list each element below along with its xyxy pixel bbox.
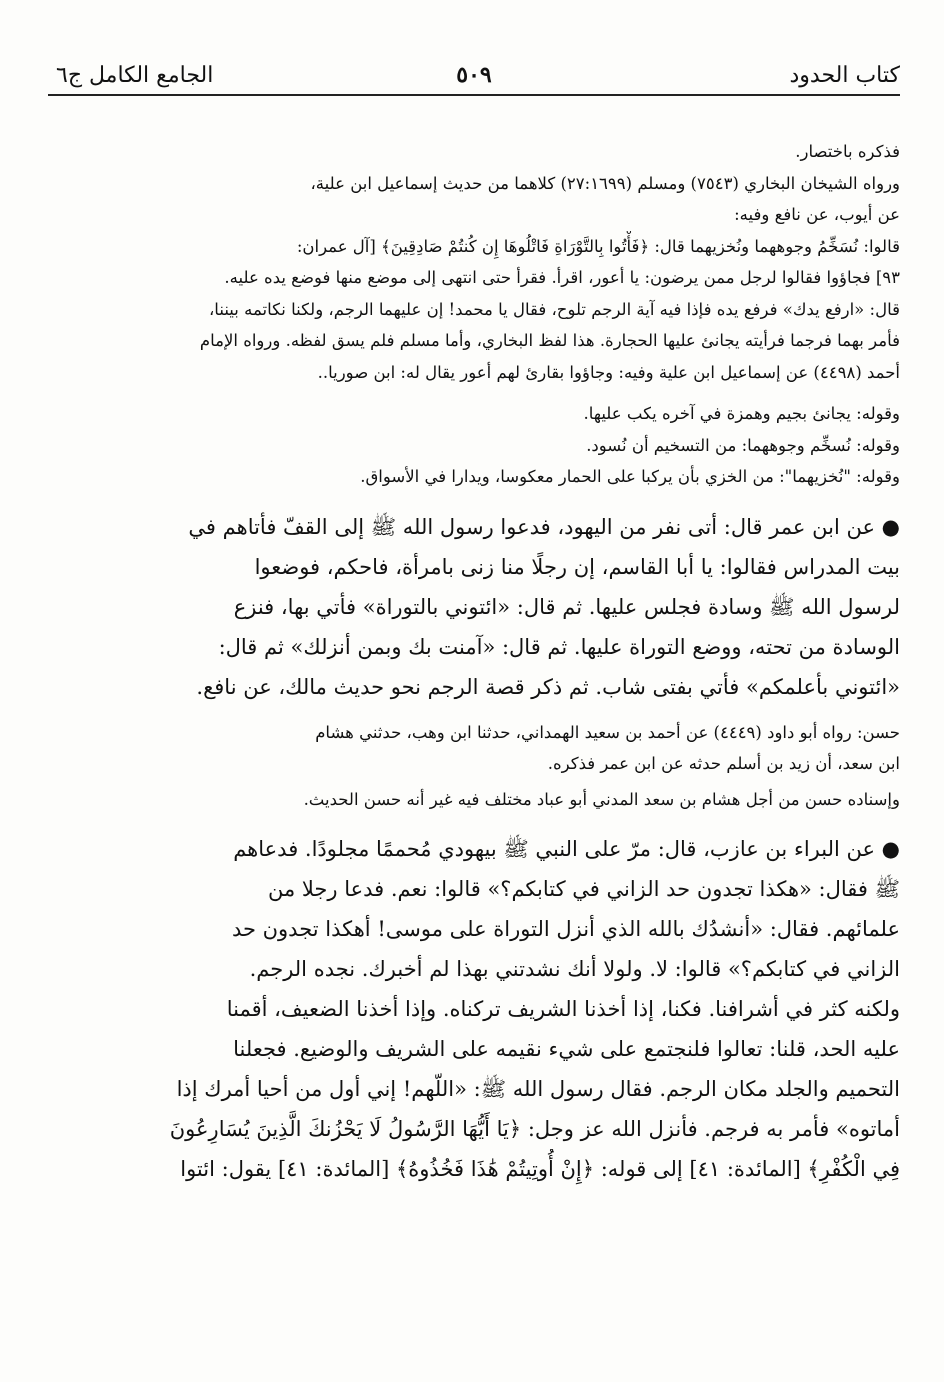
hadith-line: علمائهم. فقال: «أنشدُك بالله الذي أنزل التوراة على موسى! أهكذا تجدون حد [231, 917, 900, 941]
text-line: حسن: رواه أبو داود (٤٤٤٩) عن أحمد بن سعيد الهمداني، حدثنا ابن وهب، حدثني هشام [315, 722, 900, 742]
hadith-line: الوسادة من تحته، ووضع التوراة عليها. ثم قال: «آمنت بك وبمن أنزلك» ثم قال: [218, 634, 900, 659]
page-number: ٥٠٩ [456, 62, 492, 88]
text-line: قالوا: نُسَخِّمُ وجوههما ونُخزيهما قال: ﴿فَأْتُوا بِالتَّوْرَاةِ فَاتْلُوهَا إِن كُنتُمْ صَادِقِينَ﴾ [آل عمران: [296, 236, 900, 256]
hadith-line: أماتوه» فأمر به فرجم. فأنزل الله عز وجل: ﴿يَا أَيُّهَا الرَّسُولُ لَا يَحْزُنكَ الَّذِينَ يُسَارِعُونَ [169, 1117, 900, 1141]
takhrij-block-2 [48, 717, 900, 816]
takhrij-block-1 [48, 136, 900, 388]
text-line: عن أيوب، عن نافع وفيه: [734, 205, 900, 224]
gloss-block [48, 398, 900, 493]
hadith-line: التحميم والجلد مكان الرجم. فقال رسول الله ﷺ: «اللّهم! إني أول من أحيا أمرك إذا [176, 1077, 900, 1101]
hadith-ibn-umar [48, 507, 900, 707]
hadith-line: ﷺ فقال: «هكذا تجدون حد الزاني في كتابكم؟» قالوا: نعم. فدعا رجلا من [267, 877, 900, 901]
text-line: فذكره باختصار. [795, 142, 900, 161]
gloss-line: وقوله: نُسخِّم وجوههما: من التسخيم أن نُسود. [586, 435, 900, 455]
hadith-line: بيت المدراس فقالوا: يا أبا القاسم، إن رجلًا منا زنى بامرأة، فاحكم، فوضعوا [254, 554, 900, 579]
page-header [48, 0, 900, 96]
hadith-line: عليه الحد، قلنا: تعالوا فلنجتمع على شيء نقيمه على الشريف والوضيع. فجعلنا [233, 1037, 900, 1061]
hadith-al-bara [48, 829, 900, 1189]
book-title: الجامع الكامل ج٦ [56, 63, 214, 88]
page-body [48, 136, 900, 1189]
gloss-line: وقوله: يجانئ بجيم وهمزة في آخره يكب عليها. [583, 404, 900, 423]
hadith-line: «ائتوني بأعلمكم» فأتي بفتى شاب. ثم ذكر قصة الرجم نحو حديث مالك، عن نافع. [196, 674, 900, 699]
gloss-line: وقوله: "نُخزيهما": من الخزي بأن يركبا على الحمار معكوسا، ويدارا في الأسواق. [360, 467, 900, 486]
text-line: ٩٣] فجاؤوا فقالوا لرجل ممن يرضون: يا أعور، اقرأ. فقرأ حتى انتهى إلى موضع منها فوضع يده عليه. [224, 268, 900, 287]
hadith-line: لرسول الله ﷺ وسادة فجلس عليها. ثم قال: «ائتوني بالتوراة» فأتي بها، فنزع [233, 594, 900, 619]
text-line: ابن سعد، أن زيد بن أسلم حدثه عن ابن عمر فذكره. [547, 754, 900, 773]
hadith-line: فِي الْكُفْرِ﴾ [المائدة: ٤١] إلى قوله: ﴿إِنْ أُوتِيتُمْ هَٰذَا فَخُذُوهُ﴾ [المائدة: ٤١] يقول: ائتوا [180, 1157, 900, 1181]
text-line: وإسناده حسن من أجل هشام بن سعد المدني أبو عباد مختلف فيه غير أنه حسن الحديث. [303, 789, 900, 809]
hadith-line: ولكنه كثر في أشرافنا. فكنا، إذا أخذنا الشريف تركناه. وإذا أخذنا الضعيف، أقمنا [226, 997, 900, 1021]
chapter-title: كتاب الحدود [789, 63, 900, 88]
text-line: قال: «ارفع يدك» فرفع يده فإذا فيه آية الرجم تلوح، فقال يا محمد! إن عليهما الرجم، ولكنا نكاتمه بيننا، [208, 299, 900, 319]
text-line: أحمد (٤٤٩٨) عن إسماعيل ابن علية وفيه: وجاؤوا بقارئ لهم أعور يقال له: ابن صوريا.. [317, 362, 900, 382]
text-line: ورواه الشيخان البخاري (٧٥٤٣) ومسلم (٢٧:١٦٩٩) كلاهما من حديث إسماعيل ابن علية، [310, 173, 900, 193]
hadith-line: الزاني في كتابكم؟» قالوا: لا. ولولا أنك نشدتني بهذا لم أخبرك. نجده الرجم. [249, 957, 900, 981]
hadith-line: ● عن البراء بن عازب، قال: مرّ على النبي ﷺ بيهودي مُحممًا مجلودًا. فدعاهم [233, 837, 900, 861]
text-line: فأمر بهما فرجما فرأيته يجانئ عليها الحجارة. هذا لفظ البخاري، وأما مسلم فلم يسق لفظه. ورواه الإمام [199, 331, 900, 350]
hadith-line: ● عن ابن عمر قال: أتى نفر من اليهود، فدعوا رسول الله ﷺ إلى القفّ فأتاهم في [188, 514, 900, 539]
